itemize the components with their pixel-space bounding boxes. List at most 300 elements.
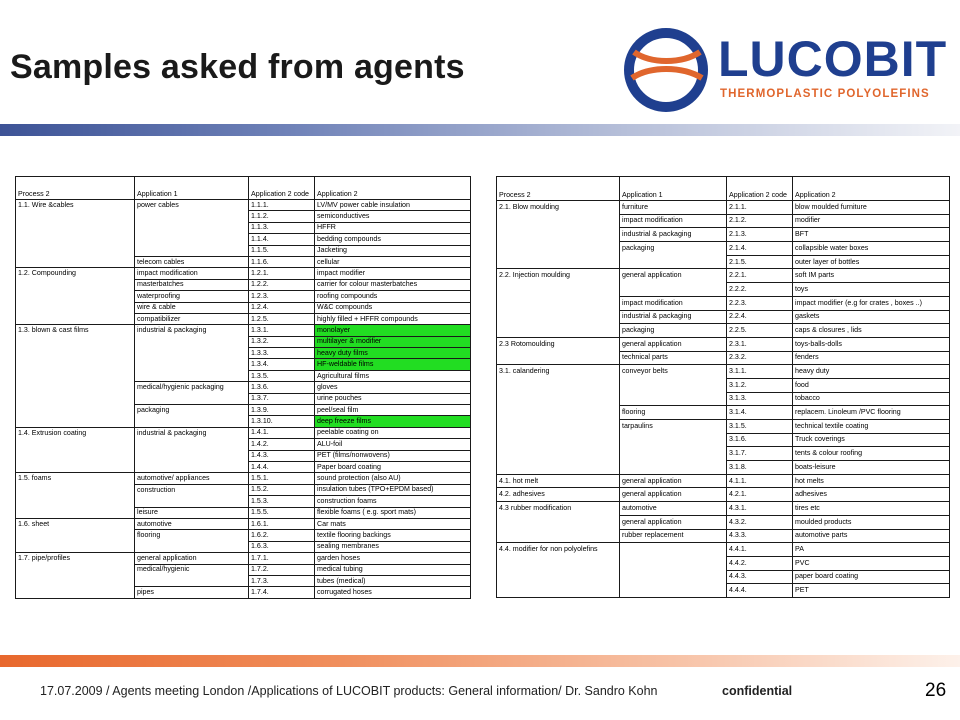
application1-cell: masterbatches <box>135 279 249 290</box>
process-cell <box>16 382 135 393</box>
table-row <box>16 313 471 324</box>
process-cell <box>16 405 135 416</box>
process-cell <box>16 234 135 245</box>
table-row <box>497 324 950 338</box>
code-cell: 1.3.6. <box>249 382 315 393</box>
application2-cell: boats-leisure <box>793 461 950 475</box>
application2-cell: soft IM parts <box>793 269 950 283</box>
application1-cell <box>620 584 727 598</box>
code-cell: 1.2.1. <box>249 268 315 279</box>
code-cell: 1.5.2. <box>249 484 315 495</box>
process-cell <box>497 378 620 392</box>
title-divider-bar <box>0 124 960 136</box>
process-cell <box>16 450 135 461</box>
application1-cell: industrial & packaging <box>620 310 727 324</box>
table-row <box>16 507 471 518</box>
application2-cell: PVC <box>793 556 950 570</box>
table-row <box>16 348 471 359</box>
application1-cell: power cables <box>135 200 249 211</box>
process-cell <box>497 556 620 570</box>
application1-cell <box>135 461 249 472</box>
code-cell: 1.7.3. <box>249 575 315 586</box>
application2-cell: Car mats <box>315 518 471 529</box>
table-row <box>16 587 471 598</box>
table-row <box>16 245 471 256</box>
application2-cell: Jacketing <box>315 245 471 256</box>
application1-cell <box>620 255 727 269</box>
process-cell: 1.2. Compounding <box>16 268 135 279</box>
process-cell: 1.3. blown & cast films <box>16 325 135 336</box>
application2-cell: garden hoses <box>315 553 471 564</box>
application2-cell: adhesives <box>793 488 950 502</box>
application2-cell: Agricultural films <box>315 370 471 381</box>
application1-cell <box>135 222 249 233</box>
application2-cell: food <box>793 378 950 392</box>
application2-cell: toys <box>793 283 950 297</box>
process-cell: 2.3 Rotomoulding <box>497 337 620 351</box>
code-cell: 4.1.1. <box>727 474 793 488</box>
code-cell: 4.3.2. <box>727 515 793 529</box>
process-cell <box>16 302 135 313</box>
application2-cell: tents & colour roofing <box>793 447 950 461</box>
code-cell: 2.2.5. <box>727 324 793 338</box>
code-cell: 1.4.2. <box>249 439 315 450</box>
application1-cell: packaging <box>620 324 727 338</box>
table-row <box>497 543 950 557</box>
application2-cell: construction foams <box>315 496 471 507</box>
process-cell <box>16 439 135 450</box>
lucobit-logo <box>620 22 948 114</box>
process-cell <box>16 279 135 290</box>
code-cell: 4.3.1. <box>727 502 793 516</box>
process-cell <box>16 245 135 256</box>
application1-cell: general application <box>620 269 727 283</box>
process-cell <box>16 211 135 222</box>
table-row <box>16 302 471 313</box>
table-row <box>497 337 950 351</box>
application2-cell: LV/MV power cable insulation <box>315 200 471 211</box>
table-row <box>16 325 471 336</box>
application2-cell: insulation tubes (TPO+EPDM based) <box>315 484 471 495</box>
code-cell: 1.1.3. <box>249 222 315 233</box>
process-cell <box>16 291 135 302</box>
table-row <box>16 256 471 267</box>
application2-cell: W&C compounds <box>315 302 471 313</box>
application2-cell: medical tubing <box>315 564 471 575</box>
application1-cell <box>135 370 249 381</box>
process-cell <box>16 359 135 370</box>
application2-cell: tobacco <box>793 392 950 406</box>
table-row <box>16 405 471 416</box>
application2-cell: heavy duty <box>793 365 950 379</box>
process-cell <box>497 406 620 420</box>
code-cell: 1.4.4. <box>249 461 315 472</box>
application1-cell <box>620 447 727 461</box>
table-row <box>497 433 950 447</box>
process-cell: 2.2. Injection moulding <box>497 269 620 283</box>
application2-cell: corrugated hoses <box>315 587 471 598</box>
application1-cell: construction <box>135 484 249 495</box>
column-header: Application 2 code <box>727 177 793 201</box>
table-row <box>497 584 950 598</box>
application2-cell: PET (films/nonwovens) <box>315 450 471 461</box>
table-row <box>16 416 471 427</box>
code-cell: 1.1.5. <box>249 245 315 256</box>
application2-cell: Truck coverings <box>793 433 950 447</box>
code-cell: 4.4.2. <box>727 556 793 570</box>
application1-cell: impact modification <box>620 296 727 310</box>
process-cell <box>497 228 620 242</box>
table-row <box>497 201 950 215</box>
right-applications-table <box>496 176 950 598</box>
application1-cell <box>135 348 249 359</box>
code-cell: 1.3.3. <box>249 348 315 359</box>
code-cell: 1.2.2. <box>249 279 315 290</box>
application1-cell: compatibilizer <box>135 313 249 324</box>
process-cell <box>16 222 135 233</box>
application1-cell: general application <box>135 553 249 564</box>
table-row <box>16 393 471 404</box>
application2-cell: monolayer <box>315 325 471 336</box>
application1-cell <box>135 234 249 245</box>
application2-cell: heavy duty films <box>315 348 471 359</box>
application2-cell: fenders <box>793 351 950 365</box>
table-row <box>497 365 950 379</box>
application2-cell: PA <box>793 543 950 557</box>
application2-cell: sealing membranes <box>315 541 471 552</box>
code-cell: 1.5.3. <box>249 496 315 507</box>
table-row <box>497 461 950 475</box>
application1-cell <box>620 543 727 557</box>
code-cell: 2.2.4. <box>727 310 793 324</box>
process-cell: 1.5. foams <box>16 473 135 484</box>
application2-cell: peel/seal film <box>315 405 471 416</box>
table-row <box>497 488 950 502</box>
application1-cell: industrial & packaging <box>135 427 249 438</box>
code-cell: 1.3.9. <box>249 405 315 416</box>
code-cell: 2.1.5. <box>727 255 793 269</box>
application1-cell: automotive <box>620 502 727 516</box>
application2-cell: semiconductives <box>315 211 471 222</box>
application1-cell: packaging <box>620 242 727 256</box>
code-cell: 3.1.5. <box>727 420 793 434</box>
table-row <box>497 351 950 365</box>
process-cell <box>16 530 135 541</box>
code-cell: 1.4.1. <box>249 427 315 438</box>
process-cell <box>497 529 620 543</box>
application1-cell <box>135 541 249 552</box>
application1-cell: general application <box>620 474 727 488</box>
application2-cell: carrier for colour masterbatches <box>315 279 471 290</box>
table-row <box>497 378 950 392</box>
process-cell <box>497 433 620 447</box>
code-cell: 1.7.1. <box>249 553 315 564</box>
application2-cell: blow moulded furniture <box>793 201 950 215</box>
process-cell <box>16 564 135 575</box>
table-row <box>497 515 950 529</box>
process-cell <box>497 324 620 338</box>
process-cell: 2.1. Blow moulding <box>497 201 620 215</box>
process-cell <box>16 496 135 507</box>
process-cell <box>16 370 135 381</box>
code-cell: 1.3.5. <box>249 370 315 381</box>
application1-cell: pipes <box>135 587 249 598</box>
application1-cell: impact modification <box>620 214 727 228</box>
footer-text: 17.07.2009 / Agents meeting London /Applications of LUCOBIT products: General information/ Dr. Sandro Kohn <box>40 684 658 698</box>
application2-cell: toys-balls-dolls <box>793 337 950 351</box>
application1-cell <box>135 245 249 256</box>
table-header-row <box>497 177 950 201</box>
left-applications-table <box>15 176 471 599</box>
application2-cell: moulded products <box>793 515 950 529</box>
application1-cell: furniture <box>620 201 727 215</box>
ball-logo-icon <box>620 22 716 114</box>
application2-cell: modifier <box>793 214 950 228</box>
process-cell: 4.2. adhesives <box>497 488 620 502</box>
process-cell <box>497 351 620 365</box>
application2-cell: gloves <box>315 382 471 393</box>
process-cell <box>16 507 135 518</box>
code-cell: 1.3.10. <box>249 416 315 427</box>
table-row <box>497 296 950 310</box>
table-row <box>16 541 471 552</box>
application1-cell: general application <box>620 515 727 529</box>
code-cell: 1.1.6. <box>249 256 315 267</box>
table-row <box>16 484 471 495</box>
application1-cell <box>135 496 249 507</box>
code-cell: 1.1.2. <box>249 211 315 222</box>
process-cell <box>497 392 620 406</box>
table-row <box>497 406 950 420</box>
table-row <box>16 222 471 233</box>
process-cell <box>16 336 135 347</box>
table-row <box>497 214 950 228</box>
application1-cell <box>135 439 249 450</box>
application1-cell: rubber replacement <box>620 529 727 543</box>
code-cell: 4.4.1. <box>727 543 793 557</box>
application2-cell: hot melts <box>793 474 950 488</box>
process-cell <box>497 461 620 475</box>
process-cell <box>497 255 620 269</box>
table-row <box>16 200 471 211</box>
table-row <box>497 228 950 242</box>
process-cell <box>497 283 620 297</box>
table-row <box>497 420 950 434</box>
table-row <box>16 450 471 461</box>
application2-cell: urine pouches <box>315 393 471 404</box>
table-row <box>16 336 471 347</box>
confidential-label: confidential <box>722 684 793 698</box>
application2-cell: highly filled + HFFR compounds <box>315 313 471 324</box>
code-cell: 2.1.3. <box>727 228 793 242</box>
application1-cell: industrial & packaging <box>620 228 727 242</box>
column-header: Application 2 <box>315 177 471 200</box>
application1-cell <box>620 378 727 392</box>
process-cell <box>16 461 135 472</box>
application2-cell: deep freeze films <box>315 416 471 427</box>
application2-cell: peelable coating on <box>315 427 471 438</box>
table-row <box>497 447 950 461</box>
table-row <box>16 234 471 245</box>
table-row <box>497 570 950 584</box>
code-cell: 3.1.3. <box>727 392 793 406</box>
code-cell: 3.1.8. <box>727 461 793 475</box>
application1-cell <box>620 433 727 447</box>
process-cell <box>16 416 135 427</box>
code-cell: 1.1.1. <box>249 200 315 211</box>
column-header: Process 2 <box>16 177 135 200</box>
application2-cell: gaskets <box>793 310 950 324</box>
table-row <box>16 211 471 222</box>
table-row <box>497 255 950 269</box>
process-cell <box>16 484 135 495</box>
application2-cell: collapsible water boxes <box>793 242 950 256</box>
application2-cell: tires etc <box>793 502 950 516</box>
application1-cell: leisure <box>135 507 249 518</box>
code-cell: 2.3.2. <box>727 351 793 365</box>
code-cell: 1.6.2. <box>249 530 315 541</box>
code-cell: 3.1.7. <box>727 447 793 461</box>
table-row <box>16 530 471 541</box>
code-cell: 1.2.5. <box>249 313 315 324</box>
code-cell: 1.3.7. <box>249 393 315 404</box>
application1-cell: automotive <box>135 518 249 529</box>
table-row <box>16 496 471 507</box>
process-cell: 4.3 rubber modification <box>497 502 620 516</box>
application1-cell <box>620 461 727 475</box>
table-row <box>16 382 471 393</box>
application2-cell: cellular <box>315 256 471 267</box>
code-cell: 1.1.4. <box>249 234 315 245</box>
application1-cell <box>135 211 249 222</box>
code-cell: 4.4.4. <box>727 584 793 598</box>
table-row <box>16 268 471 279</box>
table-row <box>16 370 471 381</box>
application1-cell: general application <box>620 488 727 502</box>
application1-cell: medical/hygienic packaging <box>135 382 249 393</box>
process-cell <box>497 296 620 310</box>
code-cell: 4.3.3. <box>727 529 793 543</box>
code-cell: 2.2.2. <box>727 283 793 297</box>
application2-cell: HFFR <box>315 222 471 233</box>
application1-cell: tarpaulins <box>620 420 727 434</box>
application1-cell: automotive/ appliances <box>135 473 249 484</box>
application2-cell: technical textile coating <box>793 420 950 434</box>
process-cell <box>16 393 135 404</box>
code-cell: 3.1.2. <box>727 378 793 392</box>
column-header: Application 1 <box>620 177 727 201</box>
application1-cell <box>620 392 727 406</box>
column-header: Process 2 <box>497 177 620 201</box>
application1-cell <box>620 570 727 584</box>
table-row <box>16 427 471 438</box>
application2-cell: HF-weldable films <box>315 359 471 370</box>
process-cell <box>16 348 135 359</box>
table-row <box>16 553 471 564</box>
application2-cell: PET <box>793 584 950 598</box>
code-cell: 2.1.2. <box>727 214 793 228</box>
application2-cell: outer layer of bottles <box>793 255 950 269</box>
application2-cell: roofing compounds <box>315 291 471 302</box>
application2-cell: ALU-foil <box>315 439 471 450</box>
application1-cell: wire & cable <box>135 302 249 313</box>
process-cell <box>16 587 135 598</box>
application1-cell: flooring <box>620 406 727 420</box>
application1-cell <box>135 336 249 347</box>
table-row <box>497 502 950 516</box>
application2-cell: paper board coating <box>793 570 950 584</box>
footer-bar <box>0 655 960 667</box>
column-header: Application 2 <box>793 177 950 201</box>
code-cell: 2.2.3. <box>727 296 793 310</box>
application2-cell: bedding compounds <box>315 234 471 245</box>
table-row <box>497 474 950 488</box>
application2-cell: caps & closures , lids <box>793 324 950 338</box>
table-row <box>16 279 471 290</box>
application1-cell <box>135 393 249 404</box>
table-row <box>497 392 950 406</box>
table-row <box>497 529 950 543</box>
code-cell: 1.3.2. <box>249 336 315 347</box>
application2-cell: textile flooring backings <box>315 530 471 541</box>
process-cell <box>497 570 620 584</box>
code-cell: 2.2.1. <box>727 269 793 283</box>
code-cell: 1.3.1. <box>249 325 315 336</box>
process-cell <box>16 575 135 586</box>
code-cell: 2.1.4. <box>727 242 793 256</box>
column-header: Application 1 <box>135 177 249 200</box>
application1-cell: conveyor belts <box>620 365 727 379</box>
code-cell: 2.1.1. <box>727 201 793 215</box>
table-row <box>16 518 471 529</box>
application2-cell: impact modifier (e.g for crates , boxes ..) <box>793 296 950 310</box>
page-number: 26 <box>925 680 947 701</box>
table-row <box>497 269 950 283</box>
process-cell <box>16 541 135 552</box>
process-cell <box>497 310 620 324</box>
table-row <box>497 310 950 324</box>
process-cell: 4.1. hot melt <box>497 474 620 488</box>
process-cell: 1.6. sheet <box>16 518 135 529</box>
table-row <box>497 283 950 297</box>
logo-tagline: THERMOPLASTIC POLYOLEFINS <box>720 88 930 100</box>
table-row <box>16 359 471 370</box>
application1-cell <box>620 556 727 570</box>
process-cell: 1.4. Extrusion coating <box>16 427 135 438</box>
table-row <box>16 461 471 472</box>
table-row <box>16 291 471 302</box>
application1-cell: flooring <box>135 530 249 541</box>
process-cell <box>16 313 135 324</box>
table-row <box>16 439 471 450</box>
process-cell <box>16 256 135 267</box>
table-row <box>16 564 471 575</box>
code-cell: 1.2.4. <box>249 302 315 313</box>
application2-cell: flexible foams ( e.g. sport mats) <box>315 507 471 518</box>
code-cell: 3.1.4. <box>727 406 793 420</box>
application1-cell: medical/hygienic <box>135 564 249 575</box>
code-cell: 1.5.5. <box>249 507 315 518</box>
process-cell <box>497 420 620 434</box>
code-cell: 1.2.3. <box>249 291 315 302</box>
code-cell: 1.7.4. <box>249 587 315 598</box>
table-row <box>497 556 950 570</box>
code-cell: 3.1.1. <box>727 365 793 379</box>
application1-cell: general application <box>620 337 727 351</box>
column-header: Application 2 code <box>249 177 315 200</box>
process-cell: 3.1. calandering <box>497 365 620 379</box>
code-cell: 1.7.2. <box>249 564 315 575</box>
